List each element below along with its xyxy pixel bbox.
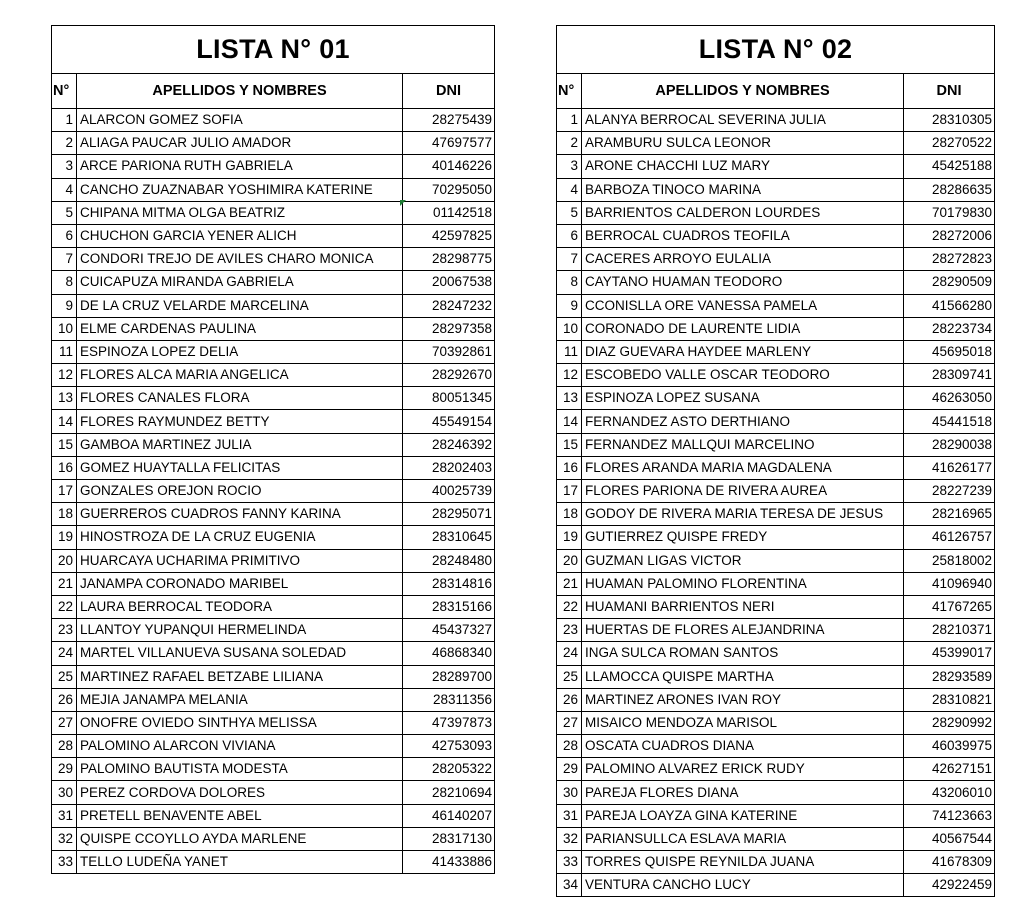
row-dni: 45441518 xyxy=(904,410,995,433)
row-number: 8 xyxy=(557,271,582,294)
lista-02-rows xyxy=(557,109,995,897)
table-row xyxy=(557,804,995,827)
row-name: PAREJA LOAYZA GINA KATERINE xyxy=(582,804,904,827)
table-row xyxy=(52,758,495,781)
row-number: 31 xyxy=(52,804,77,827)
row-number: 20 xyxy=(557,549,582,572)
row-dni: 41566280 xyxy=(904,294,995,317)
row-name: GONZALES OREJON ROCIO xyxy=(77,480,403,503)
row-number: 33 xyxy=(52,851,77,874)
table-row xyxy=(52,109,495,132)
row-number: 10 xyxy=(52,317,77,340)
table-row xyxy=(557,711,995,734)
table-row xyxy=(52,410,495,433)
row-dni: 46140207 xyxy=(403,804,495,827)
row-dni: 28272823 xyxy=(904,248,995,271)
table-row xyxy=(52,271,495,294)
row-dni: 28290509 xyxy=(904,271,995,294)
row-dni: 74123663 xyxy=(904,804,995,827)
row-name: PEREZ CORDOVA DOLORES xyxy=(77,781,403,804)
table-row xyxy=(52,851,495,874)
row-dni: 46039975 xyxy=(904,735,995,758)
row-dni: 41767265 xyxy=(904,595,995,618)
table-row xyxy=(557,387,995,410)
table-row xyxy=(52,224,495,247)
row-number: 17 xyxy=(52,480,77,503)
row-dni: 41433886 xyxy=(403,851,495,874)
table-row xyxy=(52,456,495,479)
row-name: INGA SULCA ROMAN SANTOS xyxy=(582,642,904,665)
row-dni: 28297358 xyxy=(403,317,495,340)
row-dni: 28210694 xyxy=(403,781,495,804)
table-row xyxy=(557,781,995,804)
row-name: BARRIENTOS CALDERON LOURDES xyxy=(582,201,904,224)
table-row xyxy=(557,665,995,688)
row-number: 12 xyxy=(52,364,77,387)
row-name: QUISPE CCOYLLO AYDA MARLENE xyxy=(77,827,403,850)
table-row xyxy=(557,433,995,456)
row-number: 30 xyxy=(557,781,582,804)
table-row xyxy=(52,549,495,572)
row-name: FLORES RAYMUNDEZ BETTY xyxy=(77,410,403,433)
table-row xyxy=(557,109,995,132)
row-number: 7 xyxy=(52,248,77,271)
row-name: HUAMAN PALOMINO FLORENTINA xyxy=(582,572,904,595)
row-name: CHUCHON GARCIA YENER ALICH xyxy=(77,224,403,247)
lista-01-title: LISTA N° 01 xyxy=(52,26,495,74)
row-name: ALIAGA PAUCAR JULIO AMADOR xyxy=(77,132,403,155)
lista-02-table xyxy=(556,25,995,897)
row-number: 10 xyxy=(557,317,582,340)
row-dni: 28210371 xyxy=(904,619,995,642)
row-dni: 45549154 xyxy=(403,410,495,433)
row-dni: 46868340 xyxy=(403,642,495,665)
col-header-dni: DNI xyxy=(403,74,495,109)
table-row xyxy=(557,688,995,711)
row-number: 6 xyxy=(557,224,582,247)
row-dni: 40025739 xyxy=(403,480,495,503)
row-dni: 28205322 xyxy=(403,758,495,781)
table-row xyxy=(557,526,995,549)
table-row xyxy=(52,804,495,827)
row-name: LAURA BERROCAL TEODORA xyxy=(77,595,403,618)
row-name: FERNANDEZ MALLQUI MARCELINO xyxy=(582,433,904,456)
row-dni: 28292670 xyxy=(403,364,495,387)
lista-02-title: LISTA N° 02 xyxy=(557,26,995,74)
row-number: 24 xyxy=(52,642,77,665)
row-dni: 46126757 xyxy=(904,526,995,549)
col-header-name: APELLIDOS Y NOMBRES xyxy=(77,74,403,109)
row-name: GUZMAN LIGAS VICTOR xyxy=(582,549,904,572)
row-name: HUARCAYA UCHARIMA PRIMITIVO xyxy=(77,549,403,572)
row-number: 19 xyxy=(52,526,77,549)
row-dni: 28295071 xyxy=(403,503,495,526)
row-name: PARIANSULLCA ESLAVA MARIA xyxy=(582,827,904,850)
row-name: MARTINEZ RAFAEL BETZABE LILIANA xyxy=(77,665,403,688)
row-dni: 28286635 xyxy=(904,178,995,201)
row-name: ARAMBURU SULCA LEONOR xyxy=(582,132,904,155)
row-dni: 45399017 xyxy=(904,642,995,665)
row-dni: 43206010 xyxy=(904,781,995,804)
table-row xyxy=(52,827,495,850)
row-name: CACERES ARROYO EULALIA xyxy=(582,248,904,271)
row-dni: 28289700 xyxy=(403,665,495,688)
table-row xyxy=(557,201,995,224)
row-dni: 28272006 xyxy=(904,224,995,247)
row-number: 9 xyxy=(557,294,582,317)
table-row xyxy=(52,503,495,526)
row-number: 16 xyxy=(557,456,582,479)
col-header-num: N° xyxy=(52,74,77,109)
row-name: ONOFRE OVIEDO SINTHYA MELISSA xyxy=(77,711,403,734)
lista-01-rows xyxy=(52,109,495,874)
table-row xyxy=(52,688,495,711)
row-number: 25 xyxy=(557,665,582,688)
table-row xyxy=(557,155,995,178)
row-dni: 28275439 xyxy=(403,109,495,132)
row-name: GODOY DE RIVERA MARIA TERESA DE JESUS xyxy=(582,503,904,526)
col-header-dni: DNI xyxy=(904,74,995,109)
table-row xyxy=(52,572,495,595)
row-name: ELME CARDENAS PAULINA xyxy=(77,317,403,340)
row-name: ARCE PARIONA RUTH GABRIELA xyxy=(77,155,403,178)
row-dni: 70392861 xyxy=(403,340,495,363)
row-name: BERROCAL CUADROS TEOFILA xyxy=(582,224,904,247)
row-number: 28 xyxy=(557,735,582,758)
table-row xyxy=(52,248,495,271)
row-dni: 28270522 xyxy=(904,132,995,155)
table-row xyxy=(52,340,495,363)
row-name: VENTURA CANCHO LUCY xyxy=(582,874,904,897)
row-dni: 41626177 xyxy=(904,456,995,479)
table-row xyxy=(52,364,495,387)
cell-note-marker xyxy=(400,200,406,206)
row-name: MARTEL VILLANUEVA SUSANA SOLEDAD xyxy=(77,642,403,665)
row-number: 29 xyxy=(557,758,582,781)
row-dni: 42922459 xyxy=(904,874,995,897)
row-number: 9 xyxy=(52,294,77,317)
table-row xyxy=(557,132,995,155)
row-name: ESPINOZA LOPEZ SUSANA xyxy=(582,387,904,410)
row-dni: 01142518 xyxy=(403,201,495,224)
row-number: 27 xyxy=(557,711,582,734)
lista-01-table xyxy=(51,25,495,874)
row-name: PALOMINO BAUTISTA MODESTA xyxy=(77,758,403,781)
table-row xyxy=(557,549,995,572)
row-number: 21 xyxy=(52,572,77,595)
row-name: PALOMINO ALVAREZ ERICK RUDY xyxy=(582,758,904,781)
table-row xyxy=(52,178,495,201)
row-name: FERNANDEZ ASTO DERTHIANO xyxy=(582,410,904,433)
row-number: 21 xyxy=(557,572,582,595)
row-dni: 28223734 xyxy=(904,317,995,340)
table-row xyxy=(557,827,995,850)
row-name: MISAICO MENDOZA MARISOL xyxy=(582,711,904,734)
row-number: 13 xyxy=(52,387,77,410)
table-row xyxy=(52,132,495,155)
row-number: 15 xyxy=(557,433,582,456)
row-number: 4 xyxy=(557,178,582,201)
row-number: 5 xyxy=(52,201,77,224)
row-dni: 28317130 xyxy=(403,827,495,850)
row-number: 22 xyxy=(557,595,582,618)
table-row xyxy=(557,503,995,526)
row-dni: 41096940 xyxy=(904,572,995,595)
table-row xyxy=(557,271,995,294)
table-row xyxy=(557,735,995,758)
row-number: 3 xyxy=(557,155,582,178)
row-number: 18 xyxy=(557,503,582,526)
table-row xyxy=(52,433,495,456)
row-name: ESPINOZA LOPEZ DELIA xyxy=(77,340,403,363)
row-dni: 40146226 xyxy=(403,155,495,178)
row-name: BARBOZA TINOCO MARINA xyxy=(582,178,904,201)
table-row xyxy=(52,294,495,317)
row-dni: 28246392 xyxy=(403,433,495,456)
row-number: 26 xyxy=(557,688,582,711)
row-name: HUERTAS DE FLORES ALEJANDRINA xyxy=(582,619,904,642)
table-row xyxy=(557,758,995,781)
table-row xyxy=(557,851,995,874)
row-name: ARONE CHACCHI LUZ MARY xyxy=(582,155,904,178)
table-row xyxy=(557,456,995,479)
table-row xyxy=(52,619,495,642)
table-row xyxy=(557,874,995,897)
row-name: CHIPANA MITMA OLGA BEATRIZ xyxy=(77,201,403,224)
row-name: HINOSTROZA DE LA CRUZ EUGENIA xyxy=(77,526,403,549)
row-number: 6 xyxy=(52,224,77,247)
row-number: 22 xyxy=(52,595,77,618)
row-name: ALARCON GOMEZ SOFIA xyxy=(77,109,403,132)
row-number: 14 xyxy=(52,410,77,433)
table-row xyxy=(557,410,995,433)
row-name: CANCHO ZUAZNABAR YOSHIMIRA KATERINE xyxy=(77,178,403,201)
table-row xyxy=(52,711,495,734)
row-name: TORRES QUISPE REYNILDA JUANA xyxy=(582,851,904,874)
row-number: 7 xyxy=(557,248,582,271)
table-row xyxy=(557,364,995,387)
table-row xyxy=(52,735,495,758)
row-dni: 25818002 xyxy=(904,549,995,572)
row-dni: 41678309 xyxy=(904,851,995,874)
row-dni: 28310645 xyxy=(403,526,495,549)
row-number: 8 xyxy=(52,271,77,294)
table-row xyxy=(52,155,495,178)
row-name: OSCATA CUADROS DIANA xyxy=(582,735,904,758)
row-dni: 28311356 xyxy=(403,688,495,711)
row-dni: 70295050 xyxy=(403,178,495,201)
row-number: 3 xyxy=(52,155,77,178)
row-number: 11 xyxy=(52,340,77,363)
row-number: 14 xyxy=(557,410,582,433)
row-number: 31 xyxy=(557,804,582,827)
row-dni: 80051345 xyxy=(403,387,495,410)
row-name: TELLO LUDEÑA YANET xyxy=(77,851,403,874)
row-dni: 28309741 xyxy=(904,364,995,387)
row-number: 18 xyxy=(52,503,77,526)
row-number: 29 xyxy=(52,758,77,781)
table-row xyxy=(52,642,495,665)
row-dni: 42597825 xyxy=(403,224,495,247)
table-row xyxy=(557,340,995,363)
row-name: PALOMINO ALARCON VIVIANA xyxy=(77,735,403,758)
row-dni: 28298775 xyxy=(403,248,495,271)
row-name: CORONADO DE LAURENTE LIDIA xyxy=(582,317,904,340)
row-dni: 28293589 xyxy=(904,665,995,688)
row-dni: 28314816 xyxy=(403,572,495,595)
row-dni: 45425188 xyxy=(904,155,995,178)
table-row xyxy=(557,642,995,665)
row-dni: 47697577 xyxy=(403,132,495,155)
row-number: 1 xyxy=(557,109,582,132)
table-row xyxy=(557,248,995,271)
row-name: HUAMANI BARRIENTOS NERI xyxy=(582,595,904,618)
row-number: 4 xyxy=(52,178,77,201)
table-row xyxy=(52,595,495,618)
row-name: FLORES ALCA MARIA ANGELICA xyxy=(77,364,403,387)
row-name: GAMBOA MARTINEZ JULIA xyxy=(77,433,403,456)
row-name: MEJIA JANAMPA MELANIA xyxy=(77,688,403,711)
row-dni: 42627151 xyxy=(904,758,995,781)
row-dni: 28227239 xyxy=(904,480,995,503)
row-number: 2 xyxy=(52,132,77,155)
row-number: 26 xyxy=(52,688,77,711)
row-dni: 42753093 xyxy=(403,735,495,758)
table-row xyxy=(557,619,995,642)
row-name: ALANYA BERROCAL SEVERINA JULIA xyxy=(582,109,904,132)
table-row xyxy=(557,317,995,340)
table-row xyxy=(52,387,495,410)
row-dni: 45695018 xyxy=(904,340,995,363)
row-number: 30 xyxy=(52,781,77,804)
row-name: CONDORI TREJO DE AVILES CHARO MONICA xyxy=(77,248,403,271)
table-row xyxy=(52,665,495,688)
row-name: JANAMPA CORONADO MARIBEL xyxy=(77,572,403,595)
row-number: 11 xyxy=(557,340,582,363)
row-number: 12 xyxy=(557,364,582,387)
row-name: GUERREROS CUADROS FANNY KARINA xyxy=(77,503,403,526)
row-dni: 40567544 xyxy=(904,827,995,850)
row-number: 5 xyxy=(557,201,582,224)
row-number: 32 xyxy=(557,827,582,850)
table-row xyxy=(52,526,495,549)
row-number: 2 xyxy=(557,132,582,155)
row-number: 13 xyxy=(557,387,582,410)
row-name: DE LA CRUZ VELARDE MARCELINA xyxy=(77,294,403,317)
table-row xyxy=(52,781,495,804)
row-dni: 28247232 xyxy=(403,294,495,317)
table-row xyxy=(557,572,995,595)
row-dni: 45437327 xyxy=(403,619,495,642)
row-dni: 20067538 xyxy=(403,271,495,294)
table-row xyxy=(557,178,995,201)
table-row xyxy=(557,480,995,503)
row-dni: 28248480 xyxy=(403,549,495,572)
table-row xyxy=(557,294,995,317)
row-number: 33 xyxy=(557,851,582,874)
row-dni: 28290038 xyxy=(904,433,995,456)
table-row xyxy=(52,317,495,340)
row-number: 25 xyxy=(52,665,77,688)
row-name: PRETELL BENAVENTE ABEL xyxy=(77,804,403,827)
row-name: CUICAPUZA MIRANDA GABRIELA xyxy=(77,271,403,294)
row-name: DIAZ GUEVARA HAYDEE MARLENY xyxy=(582,340,904,363)
row-dni: 28202403 xyxy=(403,456,495,479)
row-number: 16 xyxy=(52,456,77,479)
row-name: CCONISLLA ORE VANESSA PAMELA xyxy=(582,294,904,317)
table-row xyxy=(52,201,495,224)
row-number: 28 xyxy=(52,735,77,758)
row-dni: 28290992 xyxy=(904,711,995,734)
row-number: 1 xyxy=(52,109,77,132)
row-name: GOMEZ HUAYTALLA FELICITAS xyxy=(77,456,403,479)
row-number: 27 xyxy=(52,711,77,734)
col-header-name: APELLIDOS Y NOMBRES xyxy=(582,74,904,109)
row-number: 32 xyxy=(52,827,77,850)
row-number: 20 xyxy=(52,549,77,572)
row-number: 19 xyxy=(557,526,582,549)
table-row xyxy=(557,224,995,247)
row-name: FLORES CANALES FLORA xyxy=(77,387,403,410)
row-dni: 28315166 xyxy=(403,595,495,618)
row-number: 17 xyxy=(557,480,582,503)
row-number: 34 xyxy=(557,874,582,897)
row-dni: 28310305 xyxy=(904,109,995,132)
row-name: GUTIERREZ QUISPE FREDY xyxy=(582,526,904,549)
row-name: LLANTOY YUPANQUI HERMELINDA xyxy=(77,619,403,642)
row-number: 15 xyxy=(52,433,77,456)
row-number: 24 xyxy=(557,642,582,665)
row-dni: 28216965 xyxy=(904,503,995,526)
row-dni: 28310821 xyxy=(904,688,995,711)
row-name: MARTINEZ ARONES IVAN ROY xyxy=(582,688,904,711)
row-name: FLORES PARIONA DE RIVERA AUREA xyxy=(582,480,904,503)
row-dni: 70179830 xyxy=(904,201,995,224)
table-row xyxy=(557,595,995,618)
row-number: 23 xyxy=(52,619,77,642)
col-header-num: N° xyxy=(557,74,582,109)
row-name: FLORES ARANDA MARIA MAGDALENA xyxy=(582,456,904,479)
row-number: 23 xyxy=(557,619,582,642)
row-dni: 46263050 xyxy=(904,387,995,410)
row-name: ESCOBEDO VALLE OSCAR TEODORO xyxy=(582,364,904,387)
row-dni: 47397873 xyxy=(403,711,495,734)
row-name: CAYTANO HUAMAN TEODORO xyxy=(582,271,904,294)
table-row xyxy=(52,480,495,503)
row-name: LLAMOCCA QUISPE MARTHA xyxy=(582,665,904,688)
row-name: PAREJA FLORES DIANA xyxy=(582,781,904,804)
